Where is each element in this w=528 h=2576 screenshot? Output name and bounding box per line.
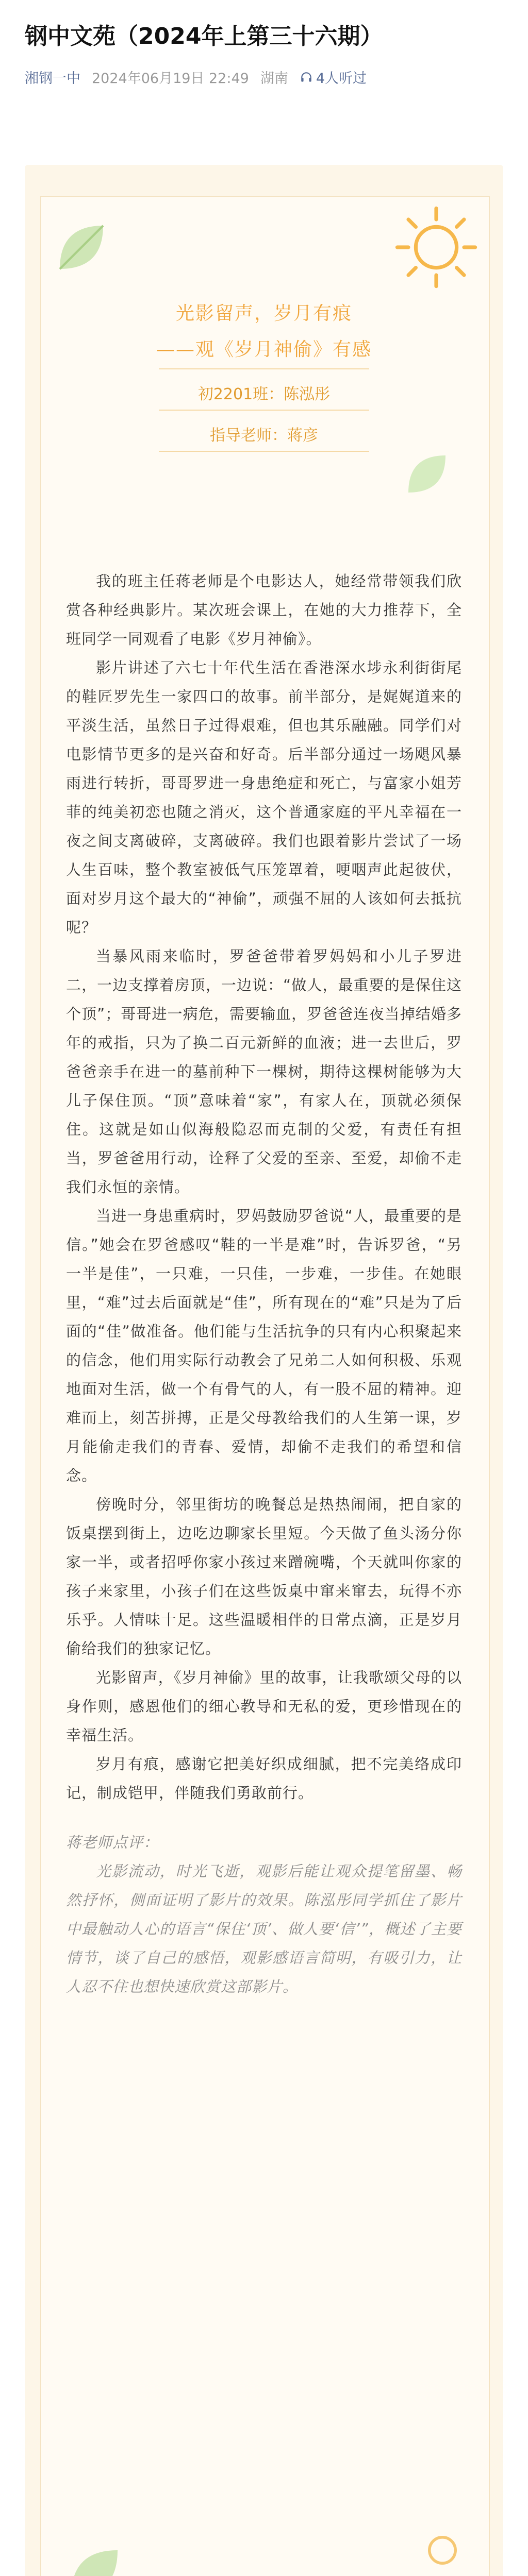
teacher-divider bbox=[159, 451, 369, 452]
account-link[interactable]: 湘钢一中 bbox=[25, 71, 80, 87]
leaf-decoration-icon bbox=[45, 211, 118, 283]
sun-icon bbox=[390, 201, 483, 294]
article-teacher: 指导老师：蒋彦 bbox=[210, 427, 318, 445]
publish-location: 湖南 bbox=[260, 71, 288, 87]
sun-small-icon bbox=[406, 2514, 478, 2576]
article-paragraph: 当进一身患重病时，罗妈鼓励罗爸说“人，最重要的是信。”她会在罗爸感叹“鞋的一半是难”时，告诉罗爸，“另一半是佳”，一只难，一只佳，一步难，一步佳。在她眼里，“难”过去后面就是“佳”，所有现在的“难”只是为了后面的“佳”做准备。他们能与生活抗争的只有内心积聚起来的信念，他们用实际行动教会了兄弟二人如何积极、乐观地面对生活，做一个有骨气的人，有一股不屈的精神。迎难而上，刻苦拼搏，正是父母教给我们的人生第一课，岁月能偷走我们的青春、爱情，却偷不走我们的希望和信念。 bbox=[66, 1207, 462, 1484]
article-meta bbox=[25, 67, 367, 87]
article-paragraph: 当暴风雨来临时，罗爸爸带着罗妈妈和小儿子罗进二，一边支撑着房顶，一边说：“做人，最重要的是保住这个顶”；哥哥进一病危，需要输血，罗爸爸连夜当掉结婚多年的戒指，只为了换二百元新鲜的血液；进一去世后，罗爸爸亲手在进一的墓前种下一棵树，期待这棵树能够为大儿子保住顶。“顶”意味着“家”，有家人在，顶就必须保住。这就是如山似海般隐忍而克制的父爱，有责任有担当，罗爸爸用行动，诠释了父爱的至亲、至爱，却偷不走我们永恒的亲情。 bbox=[66, 947, 462, 1196]
listen-button[interactable] bbox=[300, 67, 367, 87]
article-title: 钢中文苑（2024年上第三十六期） bbox=[25, 23, 383, 49]
article-paragraph: 光影留声，《岁月神偷》里的故事，让我歌颂父母的以身作则，感恩他们的细心教导和无私的爱，更珍惜现在的幸福生活。 bbox=[66, 1669, 462, 1744]
leaf-decoration-icon bbox=[56, 2535, 133, 2576]
review-text: 光影流动，时光飞逝，观影后能让观众提笔留墨、畅然抒怀，侧面证明了影片的效果。陈泓彤同学抓住了影片中最触动人心的语言“保住‘顶’、做人要‘信’”，概述了主要情节，谈了自己的感悟，观影感语言简明，有吸引力，让人忍不住也想快速欣赏这部影片。 bbox=[66, 1862, 462, 1995]
article-card bbox=[25, 165, 503, 2576]
article-body bbox=[66, 567, 462, 2001]
article-headline: 光影留声，岁月有痕 bbox=[175, 303, 352, 324]
article-header bbox=[0, 0, 528, 165]
author-divider bbox=[159, 410, 369, 411]
article-author: 初2201班：陈泓彤 bbox=[197, 385, 331, 403]
article-paragraph: 影片讲述了六七十年代生活在香港深水埗永利街街尾的鞋匠罗先生一家四口的故事。前半部分，是娓娓道来的平淡生活，虽然日子过得艰难，但也其乐融融。同学们对电影情节更多的是兴奋和好奇。后半部分通过一场飓风暴雨进行转折，哥哥罗进一身患绝症和死亡，与富家小姐芳菲的纯美初恋也随之消灭，这个普通家庭的平凡幸福在一夜之间支离破碎，支离破碎。我们也跟着影片尝试了一场人生百味，整个教室被低气压笼罩着，哽咽声此起彼伏，面对岁月这个最大的“神偷”，顽强不屈的人该如何去抵抗呢？ bbox=[66, 659, 462, 936]
review-title: 蒋老师点评： bbox=[66, 1834, 159, 1851]
article-subheadline: ——观《岁月神偷》有感 bbox=[156, 339, 372, 360]
article-paragraph: 我的班主任蒋老师是个电影达人，她经常带领我们欣赏各种经典影片。某次班会课上，在她的大力推荐下，全班同学一同观看了电影《岁月神偷》。 bbox=[66, 572, 462, 648]
publish-date: 2024年06月19日 22:49 bbox=[92, 71, 249, 87]
listen-count: 4人听过 bbox=[316, 71, 367, 87]
article-paragraph: 岁月有痕，感谢它把美好织成细腻，把不完美络成印记，制成铠甲，伴随我们勇敢前行。 bbox=[66, 1755, 462, 1802]
leaf-decoration-icon bbox=[396, 443, 458, 505]
headline-divider bbox=[159, 368, 369, 369]
article-paragraph: 傍晚时分，邻里街坊的晚餐总是热热闹闹，把自家的饭桌摆到街上，边吃边聊家长里短。今天做了鱼头汤分你家一半，或者招呼你家小孩过来蹭碗嘴，个天就叫你家的孩子来家里，小孩子们在这些饭桌中窜来窜去，玩得不亦乐乎。人情味十足。这些温暖相伴的日常点滴，正是岁月偷给我们的独家记忆。 bbox=[66, 1496, 462, 1657]
headphones-icon bbox=[300, 71, 313, 84]
